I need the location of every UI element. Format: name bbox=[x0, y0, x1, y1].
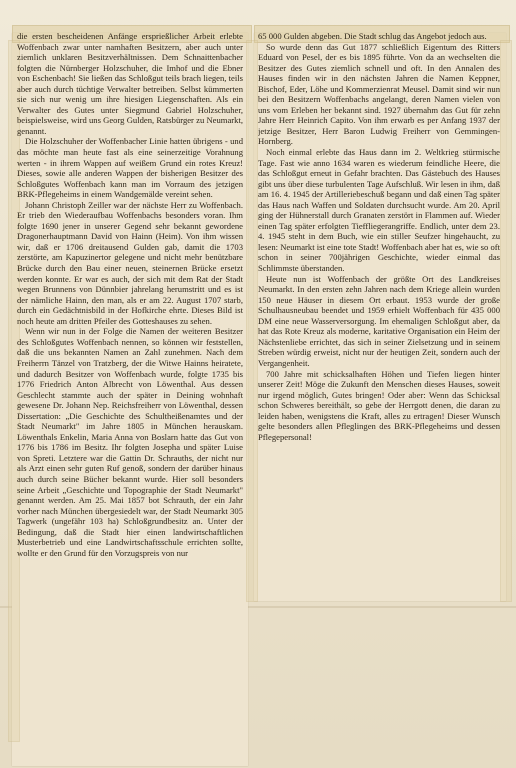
adhesive-tape-middle bbox=[246, 40, 258, 602]
left-paragraph-3: Johann Christoph Zeiller war der nächste Herr zu Woffenbach. Er trieb den Wiederaufbau Woffenbachs besonders voran. Ihm folgte 1690 jener in unserer Gegend sehr bekannt gewordene Dragonerhauptmann David von Hainn (Heim). Von ihm wissen wir, daß er 1706 dreitausend Gulden gab, damit die 1703 zerstörte, am Kapuzinertor gelegene und nicht mehr benützbare Brücke durch den Bau einer neuen, steinernen Brücke ersetzt werden konnte. Er war es auch, der sich mit dem Rat der Stadt wegen Brunnens von Dünnbier jahrelang herumstritt und es ist der nämliche Hainn, den man, als er am 22. August 1707 starb, durch ein Gedächtnisbild in der Hofkirche ehrte. Dieses Bild ist noch heute am dritten Pfeiler des Gotteshauses zu sehen. bbox=[17, 199, 243, 326]
left-paragraph-1: die ersten bescheidenen Anfänge ersprießlicher Arbeit erlebte Woffenbach zwar unter namhaften Besitzern, aber auch unter ziemlich unklaren Besitzverhältnissen. Dem Schnaittenbacher folgten die Nürnberger Holzschuher, die Imhof und die Ebner von Eschenbach! Sie ließen das Schloßgut teils brach liegen, teils aber auch durch tüchtige Verwalter betreiben. Selbst kümmerten sie sich nur wenig um ihre hiesigen Liegenschaften. Als ein Verwalter des Gutes unter Siegmund Gabriel Holzschuher, beispielsweise, wird uns Georg Gulden, Ratsbürger zu Neumarkt, genannt. bbox=[17, 31, 243, 136]
adhesive-tape-right-edge bbox=[500, 40, 512, 602]
article-column-left bbox=[17, 31, 243, 764]
left-paragraph-2: Die Holzschuher der Woffenbacher Linie hatten übrigens - und das möchte man heute fast als eine seinerzeitige Vorahnung werten - in ihrem Wappen auf weißem Grund ein rotes Kreuz! Dieses, sowie alle anderen Wappen der bisherigen Besitzer des Schloßgutes Woffenbach kann man im Vorraum des jetzigen BRK-Pflegeheims in einem Wandgemälde vereint sehen. bbox=[17, 136, 243, 200]
left-paragraph-4: Wenn wir nun in der Folge die Namen der weiteren Besitzer des Schloßgutes Woffenbach nennen, so können wir feststellen, daß die uns bekannten Namen an Zahl zunehmen. Nach dem Freiherrn Tänzel von Tratzberg, der die Witwe Hainns heiratete, und dadurch Besitzer von Woffenbach wurde, folgte 1735 bis 1776 Friedrich Anton Albrecht von Löwenthal. Aus dessen Geschlecht stammte auch der später in Deining wohnhaft gewesene Dr. Johann Nep. Reichsfreiherr von Löwenthal, dessen Dissertation: „Die Geschichte des Schultheißenamtes und der Stadt Neumarkt" im Jahre 1805 in München herauskam. Löwenthals Enkelin, Maria Anna von Boslarn hatte das Gut von 1776 bis 1786 im Besitz. Ihr folgten Josepha und später Luise von Spreti. Letztere war die Gattin Dr. Schrauths, der nicht nur als Arzt einen sehr guten Ruf genoß, sondern der darüber hinaus auch durch seine Bücher bekannt wurde. Hier soll besonders seine Arbeit „Geschichte und Topographie der Stadt Neumarkt" genannt werden. Am 25. Mai 1857 bot Schrauth, der ein Jahr vorher nach München übergesiedelt war, der Stadt Neumarkt 305 Tagwerk (ungefähr 103 ha) Schloßgrundbesitz an. Unter der Bedingung, daß die Stadt hier einen landwirtschaftlichen Musterbetrieb und eine Landwirtschaftsschule errichten sollte, wollte er den Grund für den Vorzugspreis von nur bbox=[17, 326, 243, 558]
right-paragraph-1: 65 000 Gulden abgeben. Die Stadt schlug das Angebot jedoch aus. bbox=[258, 31, 487, 41]
right-paragraph-2: So wurde denn das Gut 1877 schließlich Eigentum des Ritters Eduard von Pesel, der es bis 1895 führte. Von da an wechselten die Besitzer des Gutes ziemlich schnell und oft. In den Annalen des Hauses finden wir in den nächsten Jahren die Namen Keppner, Bischof, Eder, Löhe und Kommerzienrat Meusel. Damit sind wir nun bei den Besitzern Woffenbachs angelangt, deren Namen vielen von uns vom Erleben her bekannt sind. 1927 übernahm das Gut für zehn Jahre Herr Heinrich Capito. Von ihm erwarb es per Anfang 1937 der jetzige Besitzer, Herr Baron Ludwig Freiherr von Gemmingen-Hornberg. bbox=[258, 41, 500, 147]
right-paragraph-5: 700 Jahre mit schicksalhaften Höhen und Tiefen liegen hinter unserer Zeit! Möge die Zukunft den Menschen dieses Hauses, soweit nur irgend möglich, Gutes bringen! Oder aber: Wenn das Schicksal schon Schweres bereithält, so gebe der Herrgott denen, die daran zu leiden haben, wenigstens die Kraft, alles zu ertragen! Dieser Wunsch gelte besonders allen Pfleglingen des BRK-Pflegeheims und dessen Pflegepersonal! bbox=[258, 368, 500, 442]
article-column-right bbox=[258, 31, 500, 601]
right-paragraph-4: Heute nun ist Woffenbach der größte Ort des Landkreises Neumarkt. In den ersten zehn Jahren nach dem Kriege allein wurden 150 neue Häuser in diesem Ort erbaut. 1953 wurde der große Schulhausneubau beendet und 1959 erhielt Woffenbach für 435 000 DM eine neue Wasserversorgung. Im ehemaligen Schloßgut aber, da hat das Rote Kreuz als moderne, karitative Organisation ein Heim der Nächstenliebe errichtet, das sich in seiner Zielsetzung und in seinem Streben würdig erweist, nicht nur der heutigen Zeit, sondern auch der Vergangenheit. bbox=[258, 273, 500, 368]
right-paragraph-3: Noch einmal erlebte das Haus dann im 2. Weltkrieg stürmische Tage. Fast wie anno 1634 waren es wiederum feindliche Heere, die das Schloßgut erneut in Gefahr brachten. Das Gästebuch des Hauses gibt uns über diese turbulenten Tage Aufschluß. Wir lesen in ihm, daß am 16. 4. 1945 der Artilleriebeschuß begann und daß einen Tag später das Haus nach Waffen und Soldaten durchsucht wurde. Am 20. April ging der Hühnerstall durch Granaten zerstört in Flammen auf. Wieder einen Tag später erfolgten Tieffliegerangriffe. Endlich, unter dem 23. 4. 1945 steht in dem Buch, wie ein stiller Seufzer hingehaucht, zu lesen: Neumarkt ist eine tote Stadt! Woffenbach aber hat es, wie so oft schon in seiner 700jährigen Geschichte, wieder einmal das Schlimmste überstanden. bbox=[258, 147, 500, 274]
